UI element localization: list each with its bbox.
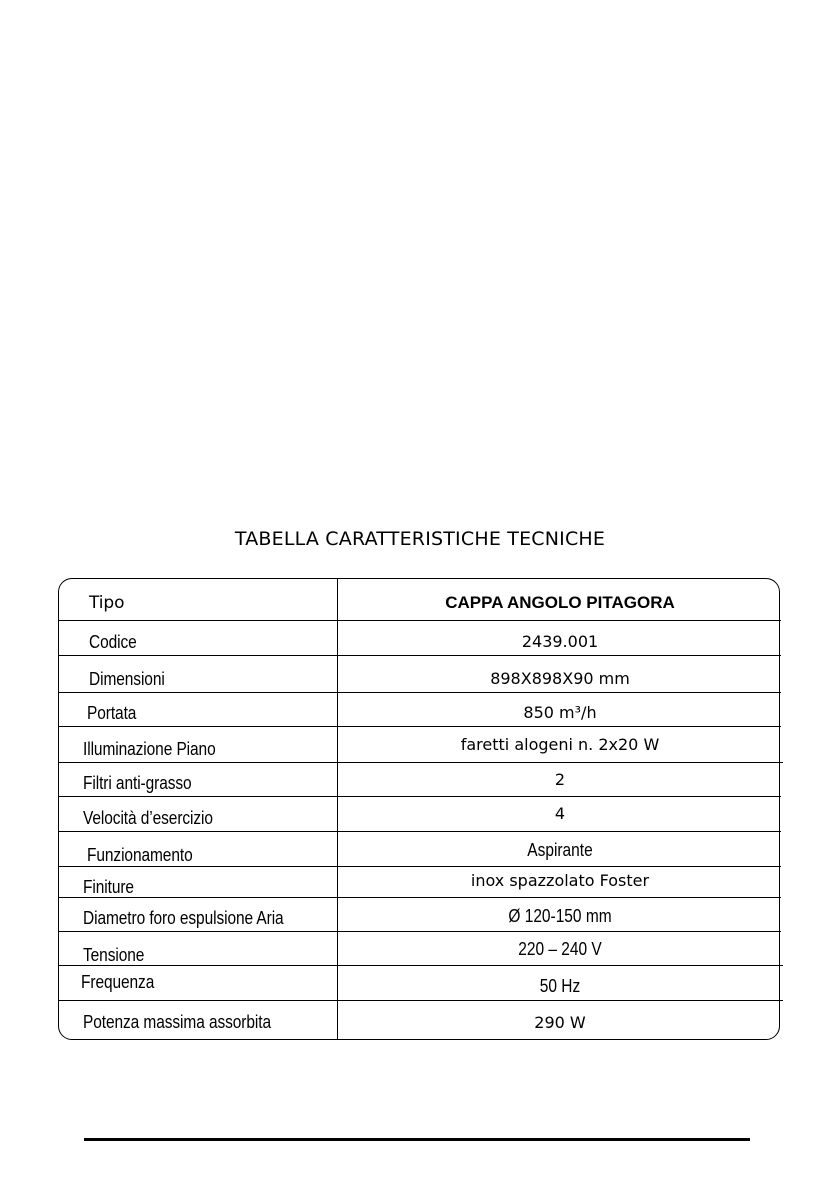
row-label: Filtri anti-grasso <box>83 773 192 793</box>
table-row-diametro <box>59 898 781 932</box>
table-row-filtri <box>59 763 781 797</box>
row-value: 4 <box>554 804 566 823</box>
row-label: Velocità d’esercizio <box>83 808 213 828</box>
table-row-codice <box>59 621 781 656</box>
row-value: faretti alogeni n. 2x20 W <box>460 735 660 754</box>
table-row-funzionamento <box>59 832 781 867</box>
row-value: 2439.001 <box>521 632 599 651</box>
table-row-illuminazione <box>59 727 781 763</box>
row-label: Potenza massima assorbita <box>83 1012 272 1032</box>
row-value: 50 Hz <box>539 976 581 996</box>
row-label: Frequenza <box>81 972 155 992</box>
row-label: Dimensioni <box>89 669 165 689</box>
row-label: Diametro foro espulsione Aria <box>83 908 284 928</box>
row-label: Portata <box>87 703 137 723</box>
table-row-tensione <box>59 932 781 966</box>
table-row-potenza <box>59 1001 781 1039</box>
spec-table <box>58 578 780 1040</box>
row-label: Codice <box>89 632 137 652</box>
row-label: Finiture <box>83 877 134 897</box>
row-label: Tensione <box>83 945 145 965</box>
footer-rule <box>84 1138 750 1141</box>
row-value: Ø 120-150 mm <box>508 906 612 926</box>
row-label: Illuminazione Piano <box>83 739 216 759</box>
row-value: 2 <box>554 770 566 789</box>
row-value: 898X898X90 mm <box>490 669 630 688</box>
table-row-dimensioni <box>59 656 781 693</box>
table-row-finiture <box>59 867 781 898</box>
row-value: inox spazzolato Foster <box>470 871 650 890</box>
row-value: CAPPA ANGOLO PITAGORA <box>445 593 675 612</box>
table-row-tipo <box>59 579 781 621</box>
row-label: Tipo <box>89 593 125 613</box>
table-row-portata <box>59 693 781 727</box>
row-label: Funzionamento <box>87 845 193 865</box>
row-value: Aspirante <box>527 840 593 860</box>
row-value: 220 – 240 V <box>518 939 602 959</box>
row-value: 850 m³/h <box>523 703 597 722</box>
row-value: 290 W <box>534 1013 586 1032</box>
table-title: TABELLA CARATTERISTICHE TECNICHE <box>234 528 606 550</box>
table-row-frequenza <box>59 966 781 1001</box>
table-row-velocita <box>59 797 781 832</box>
